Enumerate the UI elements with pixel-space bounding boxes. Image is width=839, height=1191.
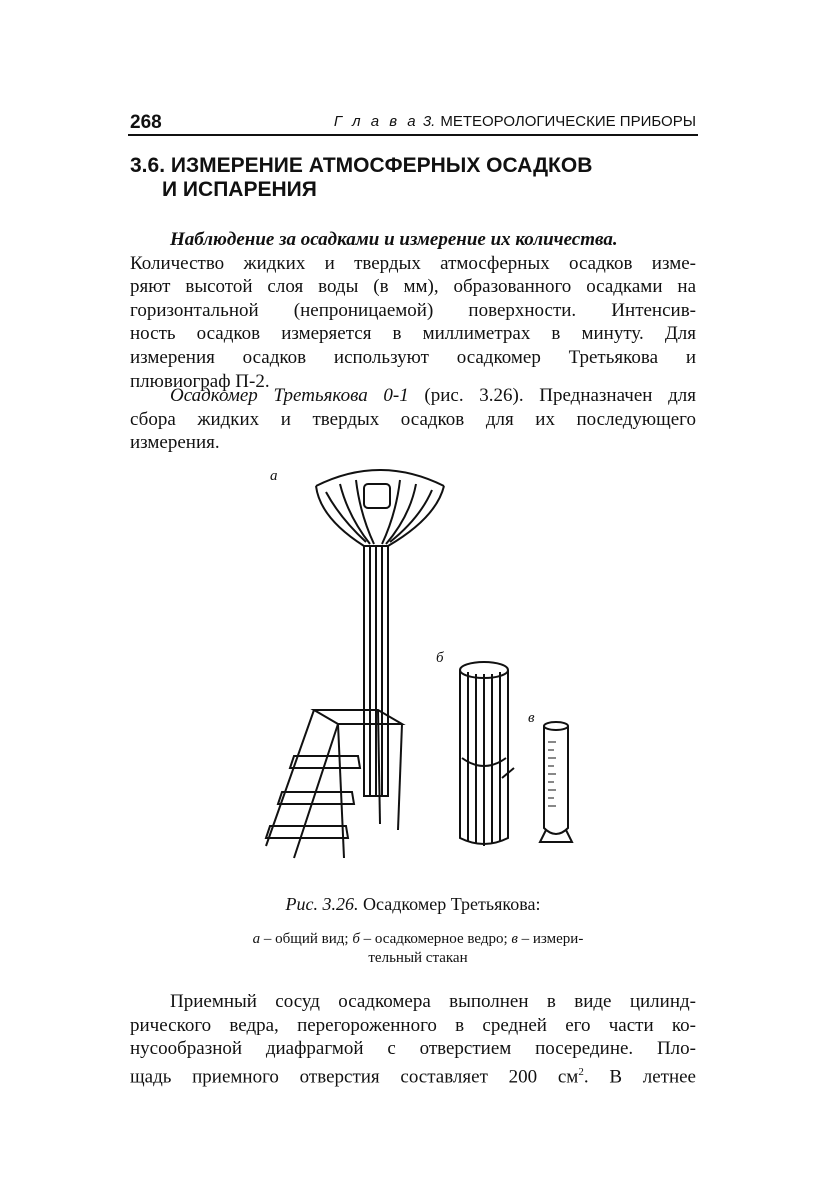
legend-key-a: а bbox=[252, 931, 261, 947]
paragraph-precipitation-observation bbox=[130, 228, 696, 393]
legend-text-b: – осадкомерное ведро; bbox=[359, 931, 512, 947]
text-line: ность осадков измеряется в миллиметрах в минуту. Для bbox=[130, 323, 696, 345]
paragraph-lead: Наблюдение за осадками и измерение их количества. bbox=[170, 229, 618, 250]
chapter-title: МЕТЕОРОЛОГИЧЕСКИЕ ПРИБОРЫ bbox=[440, 113, 696, 130]
figure-legend bbox=[200, 930, 636, 968]
text-fragment: (рис. 3.26). Предназначен для bbox=[408, 385, 696, 406]
funnel-body bbox=[316, 486, 444, 546]
chapter-header bbox=[334, 113, 696, 130]
superscript: 2 bbox=[578, 1065, 584, 1078]
chapter-number: 3. bbox=[422, 113, 436, 130]
legend-key-v: в bbox=[511, 931, 518, 947]
step-3 bbox=[266, 826, 348, 838]
glass-top bbox=[544, 722, 568, 730]
text-fragment: щадь приемного отверстия составляет 200 см bbox=[130, 1066, 579, 1088]
text-line: измерения осадков используют осадкомер Третьякова и bbox=[130, 346, 696, 368]
paragraph-rain-gauge bbox=[130, 384, 696, 455]
text-line bbox=[130, 1061, 696, 1089]
legend-text-v: – измери- bbox=[517, 931, 584, 947]
legend-text-a: – общий вид; bbox=[260, 931, 353, 947]
text-line: горизонтальной (непроницаемой) поверхности. Интенсив- bbox=[130, 299, 696, 321]
text-line: измерения. bbox=[130, 432, 220, 454]
figure-label-a: а bbox=[270, 468, 278, 484]
instrument-name: Осадкомер Третьякова 0-1 bbox=[170, 385, 409, 406]
figure-reference: Рис. 3.26. bbox=[285, 894, 359, 914]
text-fragment: . В летнее bbox=[583, 1066, 696, 1088]
page-number: 268 bbox=[130, 112, 162, 133]
figure-label-v: в bbox=[528, 710, 535, 726]
text-line: нусообразной диафрагмой с отверстием посередине. Пло- bbox=[130, 1038, 696, 1060]
section-title-line-2: И ИСПАРЕНИЯ bbox=[162, 178, 317, 201]
chapter-word: Г л а в а bbox=[333, 113, 419, 130]
text-line: сбора жидких и твердых осадков для их последующего bbox=[130, 408, 696, 430]
figure-rain-gauge bbox=[240, 458, 610, 868]
figure-caption bbox=[130, 894, 696, 915]
text-line: Приемный сосуд осадкомера выполнен в виде цилинд- bbox=[170, 991, 696, 1012]
figure-label-b: б bbox=[436, 650, 444, 666]
text-line: плювиограф П-2. bbox=[130, 370, 270, 392]
paragraph-receiver bbox=[130, 990, 696, 1089]
glass-foot bbox=[540, 830, 572, 842]
inner-cylinder bbox=[364, 484, 390, 508]
text-line: рического ведра, перегороженного в средней его части ко- bbox=[130, 1014, 696, 1036]
rain-gauge-illustration bbox=[240, 458, 610, 868]
figure-title: Осадкомер Третьякова: bbox=[358, 894, 541, 914]
text-line bbox=[130, 384, 696, 408]
text-line: Количество жидких и твердых атмосферных осадков изме- bbox=[130, 252, 696, 274]
text-line: ряют высотой слоя воды (в мм), образованного осадками на bbox=[130, 276, 696, 298]
legend-key-b: б bbox=[352, 931, 360, 947]
running-header bbox=[128, 106, 698, 136]
section-title-line-1: 3.6. ИЗМЕРЕНИЕ АТМОСФЕРНЫХ ОСАДКОВ bbox=[130, 154, 593, 177]
section-title bbox=[130, 154, 690, 202]
legend-line-2: тельный стакан bbox=[368, 950, 468, 966]
